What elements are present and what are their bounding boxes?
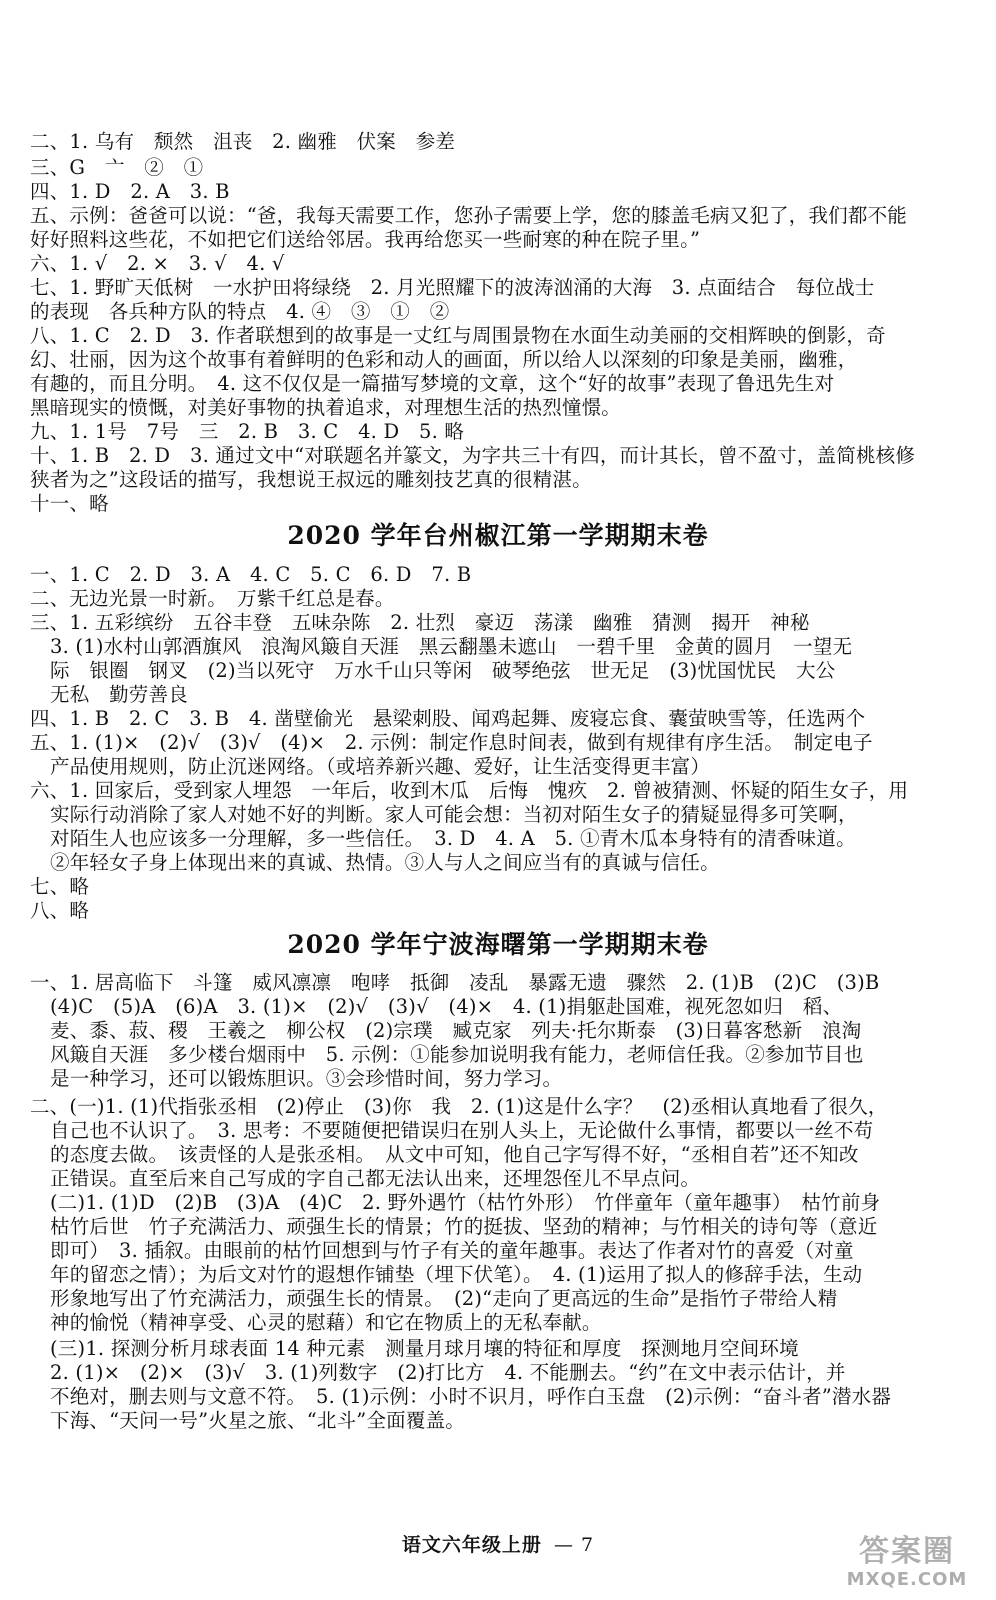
- answer-line: 五、1. (1)× (2)√ (3)√ (4)× 2. 示例：制定作息时间表，做到有规律有序生活。 制定电子: [30, 731, 873, 754]
- answer-line: 十一、略: [30, 492, 109, 515]
- answer-line: 形象地写出了竹充满活力，顽强生长的情景。 (2)“走向了更高远的生命”是指竹子带给人精: [50, 1287, 838, 1310]
- answer-line: 狭者为之”这段话的描写，我想说王叔远的雕刻技艺真的很精湛。: [30, 468, 592, 491]
- answer-line: ②年轻女子身上体现出来的真诚、热情。③人与人之间应当有的真诚与信任。: [50, 851, 720, 874]
- answer-line: 四、1. B 2. C 3. B 4. 凿壁偷光 悬梁刺股、闻鸡起舞、废寝忘食、囊萤映雪等，任选两个: [30, 707, 866, 730]
- answer-line: (二)1. (1)D (2)B (3)A (4)C 2. 野外遇竹（枯竹外形） 竹伴童年（童年趣事） 枯竹前身: [50, 1191, 881, 1214]
- answer-line: 六、1. √ 2. × 3. √ 4. √: [30, 252, 285, 275]
- answer-line: 二、(一)1. (1)代指张丞相 (2)停止 (3)你 我 2. (1)这是什么字？ (2)丞相认真地看了很久，: [30, 1095, 888, 1118]
- answer-line: 八、略: [30, 899, 90, 922]
- answer-line: 八、1. C 2. D 3. 作者联想到的故事是一丈红与周围景物在水面生动美丽的交相辉映的倒影，奇: [30, 324, 886, 347]
- answer-line: 二、1. 乌有 颓然 沮丧 2. 幽雅 伏案 参差: [30, 130, 456, 153]
- answer-line: 三、1. 五彩缤纷 五谷丰登 五味杂陈 2. 壮烈 豪迈 荡漾 幽雅 猜测 揭开 神秘: [30, 611, 810, 634]
- answer-line: 即可） 3. 插叙。由眼前的枯竹回想到与竹子有关的童年趣事。表达了作者对竹的喜爱（对童: [50, 1239, 854, 1262]
- answer-line: 七、1. 野旷天低树 一水护田将绿绕 2. 月光照耀下的波涛汹涌的大海 3. 点面结合 每位战士: [30, 276, 875, 299]
- answer-line: 不绝对，删去则与文意不符。 5. (1)示例：小时不识月，呼作白玉盘 (2)示例：“奋斗者”潜水器: [50, 1385, 892, 1408]
- answer-line: 是一种学习，还可以锻炼胆识。③会珍惜时间，努力学习。: [50, 1067, 563, 1090]
- page-number: — 7: [553, 1534, 595, 1556]
- answer-line: 自己也不认识了。 3. 思考：不要随便把错误归在别人头上，无论做什么事情，都要以一丝不苟: [50, 1119, 874, 1142]
- answer-line: 五、示例：爸爸可以说：“爸，我每天需要工作，您孙子需要上学，您的膝盖毛病又犯了，我们都不能: [30, 204, 907, 227]
- answer-line: 九、1. 1号 7号 三 2. B 3. C 4. D 5. 略: [30, 420, 465, 443]
- answer-line: 下海、“天问一号”火星之旅、“北斗”全面覆盖。: [50, 1409, 465, 1432]
- answer-line: 麦、黍、菽、稷 王羲之 柳公权 (2)宗璞 臧克家 列夫·托尔斯泰 (3)日暮客愁新 浪淘: [50, 1019, 862, 1042]
- answer-line: 四、1. D 2. A 3. B: [30, 180, 230, 203]
- answer-line: 十、1. B 2. D 3. 通过文中“对联题名并篆文，为字共三十有四，而计其长，曾不盈寸，盖简桃核修: [30, 444, 916, 467]
- watermark-logo: [832, 1535, 982, 1595]
- watermark-url: MXQE.COM: [846, 1569, 968, 1590]
- answer-line: 枯竹后世 竹子充满活力、顽强生长的情景；竹的挺拔、坚劲的精神；与竹相关的诗句等（意近: [50, 1215, 878, 1238]
- answer-line: 实际行动消除了家人对她不好的判断。家人可能会想：当初对陌生女子的猜疑显得多可笑啊，: [50, 803, 858, 826]
- answer-line: 一、1. 居高临下 斗篷 威风凛凛 咆哮 抵御 凌乱 暴露无遗 骤然 2. (1)B (2)C (3)B: [30, 971, 880, 994]
- answer-line: 神的愉悦（精神享受、心灵的慰藉）和它在物质上的无私奉献。: [50, 1311, 602, 1334]
- answer-line: 2. (1)× (2)× (3)√ 3. (1)列数字 (2)打比方 4. 不能删去。“约”在文中表示估计，并: [50, 1361, 846, 1384]
- answer-line: 一、1. C 2. D 3. A 4. C 5. C 6. D 7. B: [30, 563, 472, 586]
- watermark-title: 答案圈: [859, 1534, 955, 1569]
- answer-line: 无私 勤劳善良: [50, 683, 188, 706]
- answer-line: 二、无边光景一时新。 万紫千红总是春。: [30, 587, 395, 610]
- answer-line: 七、略: [30, 875, 90, 898]
- answer-line: (三)1. 探测分析月球表面 14 种元素 测量月球月壤的特征和厚度 探测地月空间环境: [50, 1337, 799, 1360]
- exam-title: 2020 学年台州椒江第一学期期末卷: [287, 521, 709, 550]
- answer-line: 好好照料这些花，不如把它们送给邻居。我再给您买一些耐寒的种在院子里。”: [30, 228, 701, 251]
- answer-line: 黑暗现实的愤慨，对美好事物的执着追求，对理想生活的热烈憧憬。: [30, 396, 622, 419]
- footer-label: 语文六年级上册: [401, 1534, 542, 1556]
- answer-line: 幻、壮丽，因为这个故事有着鲜明的色彩和动人的画面，所以给人以深刻的印象是美丽，幽雅，: [30, 348, 858, 371]
- answer-line: 六、1. 回家后，受到家人埋怨 一年后，收到木瓜 后悔 愧疚 2. 曾被猜测、怀疑的陌生女子，用: [30, 779, 909, 802]
- exam-title: 2020 学年宁波海曙第一学期期末卷: [287, 930, 709, 959]
- answer-line: 年的留恋之情）；为后文对竹的遐想作铺垫（埋下伏笔）。 4. (1)运用了拟人的修辞手法，生动: [50, 1263, 863, 1286]
- answer-line: 的态度去做。 该责怪的人是张丞相。 从文中可知，他自己字写得不好，“丞相自若”还不知改: [50, 1143, 859, 1166]
- answer-line: 产品使用规则，防止沉迷网络。（或培养新兴趣、爱好，让生活变得更丰富）: [50, 755, 711, 778]
- answer-line: (4)C (5)A (6)A 3. (1)× (2)√ (3)√ (4)× 4. (1)捐躯赴国难，视死忽如归 稻、: [50, 995, 843, 1018]
- answer-line: 风簸自天涯 多少楼台烟雨中 5. 示例：①能参加说明我有能力，老师信任我。②参加节目也: [50, 1043, 864, 1066]
- answer-line: 际 银圈 钢叉 (2)当以死守 万水千山只等闲 破琴绝弦 世无足 (3)忧国忧民 大公: [50, 659, 836, 682]
- answer-line: 3. (1)水村山郭酒旗风 浪淘风簸自天涯 黑云翻墨未遮山 一碧千里 金黄的圆月 一望无: [50, 635, 853, 658]
- answer-line: 三、G 亠 ② ①: [30, 156, 204, 179]
- answer-line: 对陌生人也应该多一分理解，多一些信任。 3. D 4. A 5. ①青木瓜本身特有的清香味道。: [50, 827, 856, 850]
- answer-line: 的表现 各兵种方队的特点 4. ④ ③ ① ②: [30, 300, 450, 323]
- answer-line: 有趣的，而且分明。 4. 这不仅仅是一篇描写梦境的文章，这个“好的故事”表现了鲁迅先生对: [30, 372, 835, 395]
- answer-line: 正错误。直至后来自己写成的字自己都无法认出来，还埋怨侄儿不早点问。: [50, 1167, 701, 1190]
